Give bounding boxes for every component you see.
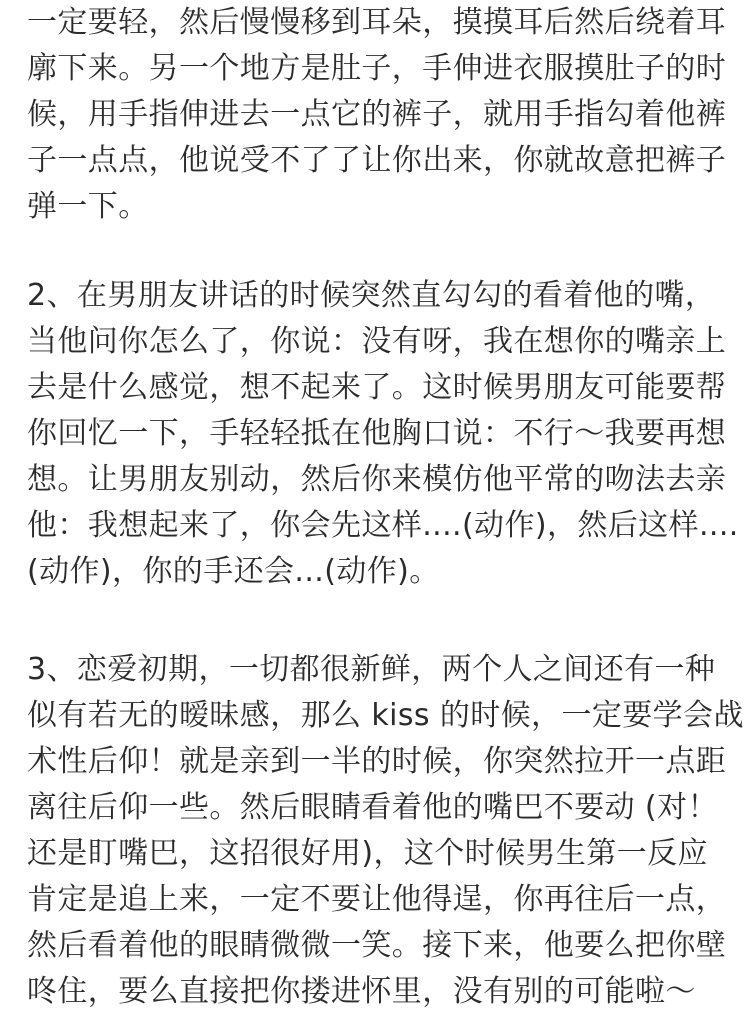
text-line: 子一点点，他说受不了了让你出来，你就故意把裤子 [27, 143, 727, 178]
text-line: 候，用手指伸进去一点它的裤子，就用手指勾着他裤 [27, 97, 727, 132]
text-line: 去是什么感觉，想不起来了。这时候男朋友可能要帮 [27, 370, 727, 405]
paragraph-gap [27, 230, 727, 273]
paragraph-2 [27, 273, 739, 595]
text-line: 术性后仰！就是亲到一半的时候，你突然拉开一点距 [27, 744, 727, 779]
text-line: 似有若无的暧昧感，那么 kiss 的时候，一定要学会战 [27, 698, 744, 733]
text-line: 他：我想起来了，你会先这样....(动作)，然后这样.... [27, 508, 739, 543]
text-line: 还是盯嘴巴，这招很好用)，这个时候男生第一反应 [27, 836, 708, 871]
paragraph-3 [27, 647, 744, 1015]
paragraph-1 [27, 0, 727, 230]
text-line: 咚住，要么直接把你搂进怀里，没有别的可能啦～ [27, 974, 696, 1009]
text-line: 然后看着他的眼睛微微一笑。接下来，他要么把你壁 [27, 928, 727, 963]
text-line: 你回忆一下，手轻轻抵在他胸口说：不行～我要再想 [27, 416, 727, 451]
article-body [27, 0, 744, 1015]
text-line: 肯定是追上来，一定不要让他得逞，你再往后一点， [27, 882, 727, 917]
text-line: 2、在男朋友讲话的时候突然直勾勾的看着他的嘴， [27, 278, 716, 313]
text-line: 当他问你怎么了，你说：没有呀，我在想你的嘴亲上 [27, 324, 727, 359]
text-line: 一定要轻，然后慢慢移到耳朵，摸摸耳后然后绕着耳 [27, 5, 727, 40]
paragraph-gap [27, 595, 727, 647]
text-line: 廓下来。另一个地方是肚子，手伸进衣服摸肚子的时 [27, 51, 727, 86]
text-line: 弹一下。 [27, 189, 149, 224]
text-line: (动作)，你的手还会...(动作)。 [27, 554, 440, 589]
text-line: 3、恋爱初期，一切都很新鲜，两个人之间还有一种 [27, 652, 716, 687]
text-line: 离往后仰一些。然后眼睛看着他的嘴巴不要动 (对！ [27, 790, 718, 825]
text-line: 想。让男朋友别动，然后你来模仿他平常的吻法去亲 [27, 462, 727, 497]
